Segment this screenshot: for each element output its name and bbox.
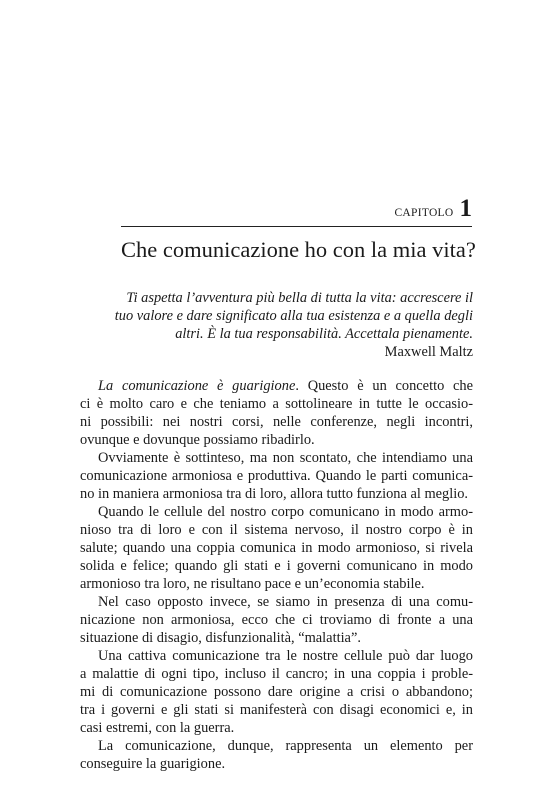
body-line: armonioso tra loro, ne risultano pace e un’economia stabile. <box>80 576 425 592</box>
body-line: tra i governi e gli stati si manifesterà con disagi economici e, in <box>80 702 473 718</box>
chapter-rule <box>121 226 472 227</box>
epigraph-line: Ti aspetta l’avventura più bella di tutta la vita: accrescere il <box>126 290 473 306</box>
paragraph-first-line <box>80 377 473 395</box>
epigraph-author: Maxwell Maltz <box>384 344 473 360</box>
body-line: La comunicazione, dunque, rappresenta un elemento per <box>98 738 473 754</box>
body-line: comunicazione armoniosa e produttiva. Quando le parti comunica- <box>80 468 473 484</box>
chapter-header <box>121 196 472 227</box>
body-line: ni possibili: nei nostri corsi, nelle conferenze, negli incontri, <box>80 414 473 430</box>
body-line: ovunque e dovunque possiamo ribadirlo. <box>80 432 315 448</box>
body-line: casi estremi, con la guerra. <box>80 720 235 736</box>
epigraph-line: tuo valore e dare significato alla tua esistenza e a quella degli <box>114 308 473 324</box>
body-line: a malattie di ogni tipo, incluso il cancro; in una coppia i proble- <box>80 666 473 682</box>
body-line: solida e felice; quando gli stati e i governi comunicano in modo <box>80 558 473 574</box>
body-line: no in maniera armoniosa tra di loro, allora tutto funziona al meglio. <box>80 486 469 502</box>
body-line: nioso tra di loro e con il sistema nervoso, il nostro corpo è in <box>80 522 473 538</box>
body-line: Quando le cellule del nostro corpo comunicano in modo armo- <box>98 504 473 520</box>
chapter-label-row <box>121 196 472 222</box>
chapter-label: CAPITOLO <box>394 207 454 219</box>
body-line: ci è molto caro e che teniamo a sottolineare in tutte le occasio- <box>80 396 473 412</box>
body-line: Una cattiva comunicazione tra le nostre cellule può dar luogo <box>98 648 473 664</box>
body-line: situazione di disagio, disfunzionalità, “malattia”. <box>80 630 361 646</box>
first-line-rest: . Questo è un concetto che <box>295 378 473 394</box>
body-line: conseguire la guarigione. <box>80 756 226 772</box>
chapter-number: 1 <box>459 195 472 222</box>
body-line: Ovviamente è sottinteso, ma non scontato, che intendiamo una <box>98 450 473 466</box>
body-line: mi di comunicazione possono dare origine a crisi o abbandono; <box>80 684 473 700</box>
emphasis-phrase: La comunicazione è guarigione <box>98 378 296 394</box>
body-text <box>80 377 473 773</box>
epigraph-line: altri. È la tua responsabilità. Accettala pienamente. <box>175 326 473 342</box>
epigraph <box>80 289 473 361</box>
body-line: Nel caso opposto invece, se siamo in presenza di una comu- <box>98 594 473 610</box>
body-line: salute; quando una coppia comunica in modo armonioso, si rivela <box>80 540 473 556</box>
chapter-title: Che comunicazione ho con la mia vita? <box>121 237 476 262</box>
body-line: nicazione non armoniosa, ecco che ci troviamo di fronte a una <box>80 612 473 628</box>
